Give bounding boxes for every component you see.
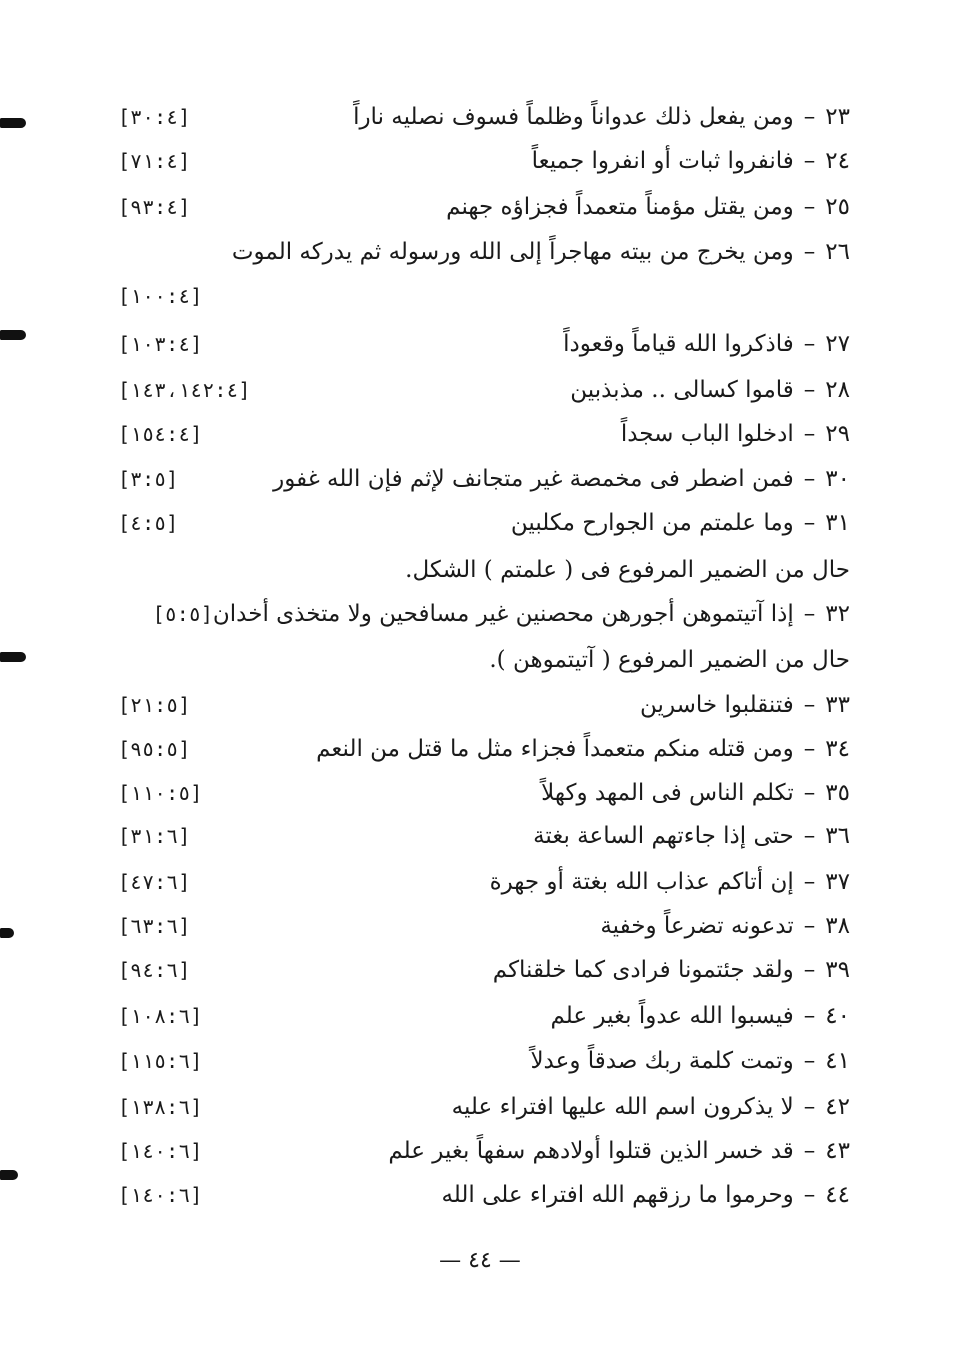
entry-text: ومن يخرج من بيته مهاجراً إلى الله ورسوله ثم يدركه الموت: [231, 239, 794, 265]
entry-number: ٣٩: [825, 957, 850, 983]
entry-number: ٣٦: [825, 823, 850, 849]
verse-reference: [١٤٣،١٤٢:٤]: [118, 378, 251, 402]
entry-text: تدعونه تضرعاً وخفية: [600, 913, 794, 939]
entry-text: وحرموا ما رزقهم الله افتراء على الله: [441, 1182, 794, 1208]
grammar-note: حال من الضمير المرفوع فى ( علمتم ) الشكل.: [405, 557, 850, 583]
entry-line: [100, 326, 850, 362]
entry-dash: –: [803, 601, 816, 627]
entry-dash: –: [803, 736, 816, 762]
entry-text: إذا آتيتموهن أجورهن محصنين غير مسافحين ولا متخذى أخدان: [212, 601, 794, 627]
verse-reference: [٤٧:٦]: [118, 870, 191, 894]
verse-reference: [٣١:٦]: [118, 824, 191, 848]
entry-dash: –: [803, 913, 816, 939]
entry-line: [100, 687, 850, 723]
entry-text: ولقد جئتمونا فرادى كما خلقناكم: [492, 957, 794, 983]
entry-dash: –: [803, 466, 816, 492]
entry-number: ٢٣: [825, 104, 850, 130]
verse-reference: [٧١:٤]: [118, 149, 191, 173]
page-number: — ٤٤ —: [439, 1248, 521, 1273]
grammar-note: حال من الضمير المرفوع ( آتيتموهن ).: [489, 647, 850, 673]
entry-dash: –: [803, 1138, 816, 1164]
entry-text: قد خسر الذين قتلوا أولادهم سفهاً بغير علم: [388, 1138, 794, 1164]
entry-line: [100, 1133, 850, 1169]
entry-line: [100, 416, 850, 452]
verse-reference: [٩٣:٤]: [118, 195, 191, 219]
entry-line: [100, 908, 850, 944]
verse-reference: [٢١:٥]: [118, 693, 191, 717]
entry-line: [100, 998, 850, 1034]
margin-mark: [0, 928, 14, 938]
entry-number: ٢٥: [825, 194, 850, 220]
entry-line: [100, 461, 850, 497]
entry-dash: –: [803, 148, 816, 174]
entry-line: [100, 596, 850, 632]
entry-line: [100, 372, 850, 408]
entry-text: فيسبوا الله عدواً بغير علم: [550, 1003, 794, 1029]
entry-dash: –: [803, 869, 816, 895]
entry-text: لا يذكرون اسم الله عليها افتراء عليه: [451, 1094, 794, 1120]
entry-dash: –: [803, 104, 816, 130]
entry-number: ٢٩: [825, 421, 850, 447]
entry-number: ٣٠: [825, 466, 850, 492]
entry-line: [100, 99, 850, 135]
entry-text: فاذكروا الله قياماً وقعوداً: [563, 331, 794, 357]
entry-line: [100, 818, 850, 854]
entry-number: ٣٢: [825, 601, 850, 627]
entry-text: فتنقلبوا خاسرين: [640, 692, 794, 718]
entry-text: فمن اضطر فى مخمصة غير متجانف لإثم فإن الله غفور: [273, 466, 794, 492]
entry-text: ومن قتله منكم متعمداً فجزاء مثل ما قتل من النعم: [316, 736, 794, 762]
entry-number: ٢٦: [825, 239, 850, 265]
entry-text: وتمت كلمة ربك صدقاً وعدلاً: [530, 1048, 794, 1074]
entry-line: [100, 234, 850, 270]
entry-number: ٣٤: [825, 736, 850, 762]
margin-mark: [0, 652, 26, 662]
verse-reference: [٣:٥]: [118, 467, 179, 491]
entry-number: ٣٣: [825, 692, 850, 718]
entry-dash: –: [803, 331, 816, 357]
entry-dash: –: [803, 239, 816, 265]
verse-reference: [٣٠:٤]: [118, 105, 191, 129]
entry-dash: –: [803, 510, 816, 536]
entry-number: ٢٧: [825, 331, 850, 357]
margin-mark: [0, 118, 26, 128]
entry-dash: –: [803, 1048, 816, 1074]
entry-line: [100, 775, 850, 811]
verse-reference: [١٠٠:٤]: [118, 284, 203, 308]
entry-text: ادخلوا الباب سجداً: [620, 421, 794, 447]
entry-line: [100, 1177, 850, 1213]
margin-mark: [0, 1170, 18, 1180]
verse-reference: [١١٠:٥]: [118, 781, 203, 805]
entry-number: ٣٧: [825, 869, 850, 895]
entry-dash: –: [803, 194, 816, 220]
entry-number: ٣٥: [825, 780, 850, 806]
entry-dash: –: [803, 421, 816, 447]
entry-dash: –: [803, 823, 816, 849]
entry-number: ٤١: [825, 1048, 850, 1074]
entry-text: ومن يفعل ذلك عدواناً وظلماً فسوف نصليه ناراً: [353, 104, 794, 130]
entry-dash: –: [803, 377, 816, 403]
verse-reference: [١١٥:٦]: [118, 1049, 203, 1073]
entry-dash: –: [803, 1182, 816, 1208]
entry-line: [100, 1089, 850, 1125]
entry-text: فانفروا ثبات أو انفروا جميعاً: [531, 148, 794, 174]
verse-reference: [٩٤:٦]: [118, 958, 191, 982]
entry-number: ٣١: [825, 510, 850, 536]
verse-reference: [١٤٠:٦]: [118, 1183, 203, 1207]
entry-text: إن أتاكم عذاب الله بغتة أو جهرة: [489, 869, 794, 895]
entry-number: ٤٤: [825, 1182, 850, 1208]
verse-reference: [١٠٨:٦]: [118, 1004, 203, 1028]
verse-reference: [٤:٥]: [118, 511, 179, 535]
entry-number: ٣٨: [825, 913, 850, 939]
entry-text: ومن يقتل مؤمناً متعمداً فجزاؤه جهنم: [446, 194, 794, 220]
entry-dash: –: [803, 780, 816, 806]
entry-line: [100, 505, 850, 541]
entry-number: ٤٣: [825, 1138, 850, 1164]
verse-reference: [١٤٠:٦]: [118, 1139, 203, 1163]
entry-text: وما علمتم من الجوارح مكلبين: [510, 510, 794, 536]
verse-reference: [٦٣:٦]: [118, 914, 191, 938]
entry-number: ٢٤: [825, 148, 850, 174]
entry-line: [100, 731, 850, 767]
entry-number: ٤٢: [825, 1094, 850, 1120]
entry-text: حتى إذا جاءتهم الساعة بغتة: [533, 823, 794, 849]
entry-number: ٢٨: [825, 377, 850, 403]
entry-dash: –: [803, 692, 816, 718]
entry-dash: –: [803, 1094, 816, 1120]
entry-line: [100, 1043, 850, 1079]
entry-number: ٤٠: [825, 1003, 850, 1029]
entry-line: [100, 952, 850, 988]
entry-text: تكلم الناس فى المهد وكهلاً: [541, 780, 794, 806]
verse-reference: [١٣٨:٦]: [118, 1095, 203, 1119]
reference-line: [100, 278, 850, 314]
verse-reference: [٥:٥]: [152, 602, 213, 626]
entry-line: [100, 864, 850, 900]
verse-reference: [١٥٤:٤]: [118, 422, 203, 446]
entry-dash: –: [803, 1003, 816, 1029]
entry-text: قاموا كسالى .. مذبذبين: [570, 377, 794, 403]
entry-dash: –: [803, 957, 816, 983]
entry-line: [100, 189, 850, 225]
verse-reference: [٩٥:٥]: [118, 737, 191, 761]
entry-line: [100, 143, 850, 179]
margin-mark: [0, 330, 26, 340]
verse-reference: [١٠٣:٤]: [118, 332, 203, 356]
